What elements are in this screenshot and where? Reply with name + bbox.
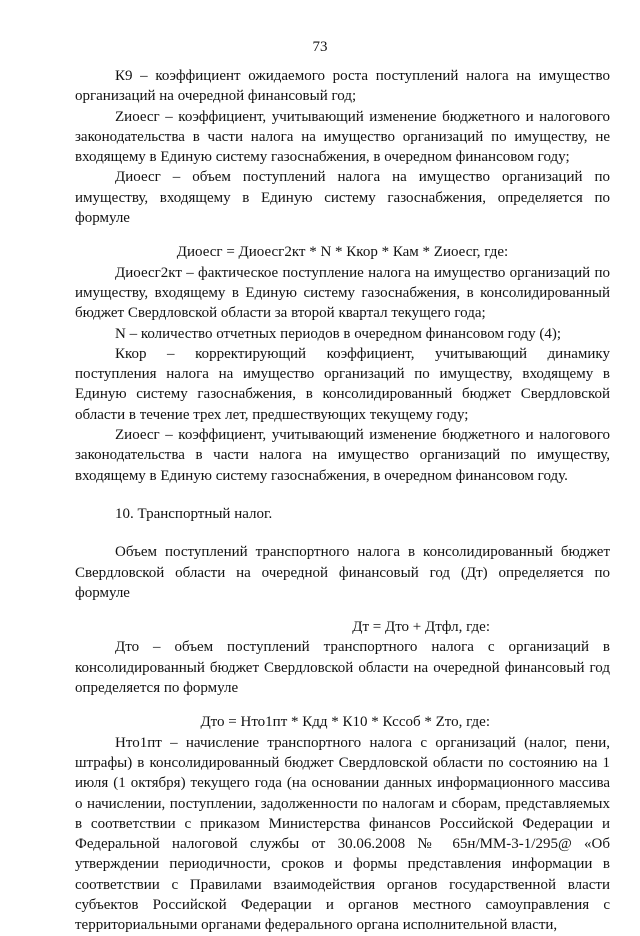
paragraph-zioesg-nongas: Zиоесг – коэффициент, учитывающий изменение бюджетного и налогового законодательства в части налога на имущество организаций по имуществу, не входящему в Единую систему газоснабжения, в очередном финансовом году;	[75, 108, 610, 166]
page-number: 73	[312, 39, 328, 55]
paragraph-n: N – количество отчетных периодов в очередном финансовом году (4);	[115, 325, 562, 342]
paragraph-dioesg: Диоесг – объем поступлений налога на имущество организаций по имуществу, входящему в Единую систему газоснабжения, определяется по формуле	[75, 169, 610, 227]
formula-dioesg: Диоесг = Диоесг2кт * N * Ккор * Кам * Zиоесг, где:	[176, 244, 509, 261]
section-heading-transport-tax: 10. Транспортный налог.	[115, 505, 273, 522]
formula-dto: Дто = Нто1пт * Кдд * К10 * Кссоб * Zто, где:	[200, 714, 490, 731]
paragraph-dioesg2kt: Диоесг2кт – фактическое поступление налога на имущество организаций по имуществу, входящему в Единую систему газоснабжения, в консолидированный бюджет Свердловской области за второй квартал текущего года;	[75, 264, 610, 322]
paragraph-dt: Объем поступлений транспортного налога в консолидированный бюджет Свердловской области на очередной финансовый год (Дт) определяется по формуле	[75, 544, 610, 601]
paragraph-dto: Дто – объем поступлений транспортного налога с организаций в консолидированный бюджет Свердловской области на очередной финансовый год определяется по формуле	[75, 639, 610, 697]
paragraph-k9: К9 – коэффициент ожидаемого роста поступлений налога на имущество организаций на очередной финансовый год;	[75, 68, 610, 105]
formula-dt: Дт = Дто + Дтфл, где:	[352, 619, 490, 636]
paragraph-kkor: Ккор – корректирующий коэффициент, учитывающий динамику поступления налога на имущество организаций по имуществу, входящему в Единую систему газоснабжения, в консолидированный бюджет Свердловской области в течение трех лет, предшествующих текущему году;	[75, 345, 610, 423]
paragraph-nto1pt: Нто1пт – начисление транспортного налога с организаций (налог, пени, штрафы) в консолидированный бюджет Свердловской области по состоянию на 1 июля (1 октября) текущего года (на основании данных информационного массива о начислении, поступлении, задолженности по налогам и сборам, представляемых в соответствии с приказом Министерства финансов Российской Федерации и Федеральной налоговой службы от 30.06.2008 № 65н/ММ-3-1/295@ «Об утверждении периодичности, сроков и формы представления информации в соответствии с Правилами взаимодействия органов государственной власти субъектов Российской Федерации и органов местного самоуправления с территориальными органами федерального органа исполнительной власти,	[75, 734, 610, 934]
document-body	[75, 66, 610, 936]
paragraph-zioesg-gas: Zиоесг – коэффициент, учитывающий изменение бюджетного и налогового законодательства в части налога на имущество организаций по имуществу, входящему в Единую систему газоснабжения, в очередном финансовом году.	[75, 427, 610, 484]
